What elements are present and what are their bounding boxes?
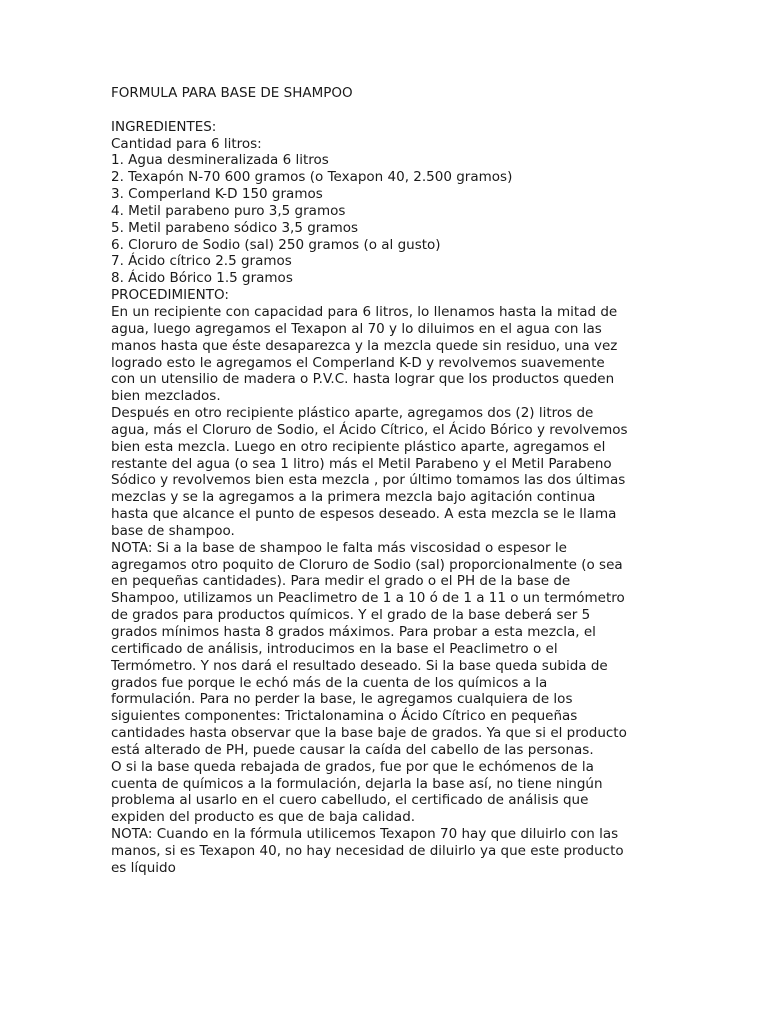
text-line: En un recipiente con capacidad para 6 litros, lo llenamos hasta la mitad de <box>111 303 618 320</box>
text-line: logrado esto le agregamos el Comperland K-D y revolvemos suavemente <box>111 354 605 371</box>
blank-line <box>111 102 671 119</box>
text-line: expiden del producto es que de baja calidad. <box>111 809 416 826</box>
ingredient-item: 5. Metil parabeno sódico 3,5 gramos <box>111 219 359 236</box>
text-line: bien mezclados. <box>111 388 221 405</box>
text-line: siguientes componentes: Trictalonamina o Ácido Cítrico en pequeñas <box>111 708 578 725</box>
note-paragraph-2 <box>111 826 671 877</box>
text-line: restante del agua (o sea 1 litro) más el Metil Parabeno y el Metil Parabeno <box>111 455 612 472</box>
ingredient-item: 1. Agua desmineralizada 6 litros <box>111 152 329 169</box>
text-line: Sódico y revolvemos bien esta mezcla , por último tomamos las dos últimas <box>111 472 626 489</box>
text-line: está alterado de PH, puede causar la caída del cabello de las personas. <box>111 741 594 758</box>
ingredient-item: 6. Cloruro de Sodio (sal) 250 gramos (o al gusto) <box>111 236 441 253</box>
text-line: base de shampoo. <box>111 522 235 539</box>
text-line: O si la base queda rebajada de grados, fue por que le echómenos de la <box>111 758 594 775</box>
document-page <box>111 85 671 877</box>
text-line: NOTA: Si a la base de shampoo le falta más viscosidad o espesor le <box>111 539 567 556</box>
text-line: Después en otro recipiente plástico aparte, agregamos dos (2) litros de <box>111 405 594 422</box>
text-line: agregamos otro poquito de Cloruro de Sodio (sal) proporcionalmente (o sea <box>111 556 623 573</box>
text-line: con un utensilio de madera o P.V.C. hasta lograr que los productos queden <box>111 371 615 388</box>
text-line: cuenta de químicos a la formulación, dejarla la base así, no tiene ningún <box>111 775 603 792</box>
ingredient-item: 3. Comperland K-D 150 gramos <box>111 186 323 203</box>
text-line: bien esta mezcla. Luego en otro recipiente plástico aparte, agregamos el <box>111 438 606 455</box>
ingredients-list <box>111 152 671 287</box>
document-title: FORMULA PARA BASE DE SHAMPOO <box>111 85 353 101</box>
text-line: problema al usarlo en el cuero cabelludo, el certificado de análisis que <box>111 792 589 809</box>
text-line: agua, más el Cloruro de Sodio, el Ácido Cítrico, el Ácido Bórico y revolvemos <box>111 421 628 438</box>
text-line: agua, luego agregamos el Texapon al 70 y lo diluimos en el agua con las <box>111 320 602 337</box>
text-line: hasta que alcance el punto de espesos deseado. A esta mezcla se le llama <box>111 506 617 523</box>
ingredient-item: 2. Texapón N-70 600 gramos (o Texapon 40, 2.500 gramos) <box>111 169 513 186</box>
text-line: cantidades hasta observar que la base baje de grados. Ya que si el producto <box>111 725 627 742</box>
ingredient-item: 4. Metil parabeno puro 3,5 gramos <box>111 202 346 219</box>
text-line: manos, si es Texapon 40, no hay necesidad de diluirlo ya que este producto <box>111 842 624 859</box>
ingredient-item: 8. Ácido Bórico 1.5 gramos <box>111 270 293 287</box>
text-line: formulación. Para no perder la base, le agregamos cualquiera de los <box>111 691 573 708</box>
text-line: Termómetro. Y nos dará el resultado deseado. Si la base queda subida de <box>111 657 608 674</box>
text-line: manos hasta que éste desaparezca y la mezcla quede sin residuo, una vez <box>111 337 618 354</box>
text-line: grados fue porque le echó más de la cuenta de los químicos a la <box>111 674 548 691</box>
text-line: en pequeñas cantidades). Para medir el grado o el PH de la base de <box>111 573 571 590</box>
procedure-paragraph-3 <box>111 759 671 826</box>
ingredient-item: 7. Ácido cítrico 2.5 gramos <box>111 253 292 270</box>
text-line: certificado de análisis, introducimos en la base el Peaclimetro o el <box>111 640 558 657</box>
text-line: es líquido <box>111 859 176 876</box>
procedure-heading: PROCEDIMIENTO: <box>111 287 229 304</box>
ingredients-heading: INGREDIENTES: <box>111 118 217 135</box>
note-paragraph-1 <box>111 540 671 759</box>
text-line: Shampoo, utilizamos un Peaclimetro de 1 a 10 ó de 1 a 11 o un termómetro <box>111 590 625 607</box>
text-line: mezclas y se la agregamos a la primera mezcla bajo agitación continua <box>111 489 596 506</box>
procedure-paragraph-1 <box>111 304 671 405</box>
procedure-paragraph-2 <box>111 405 671 540</box>
text-line: de grados para productos químicos. Y el grado de la base deberá ser 5 <box>111 607 591 624</box>
text-line: grados mínimos hasta 8 grados máximos. Para probar a esta mezcla, el <box>111 624 596 640</box>
text-line: NOTA: Cuando en la fórmula utilicemos Texapon 70 hay que diluirlo con las <box>111 826 619 843</box>
quantity-line: Cantidad para 6 litros: <box>111 135 262 152</box>
